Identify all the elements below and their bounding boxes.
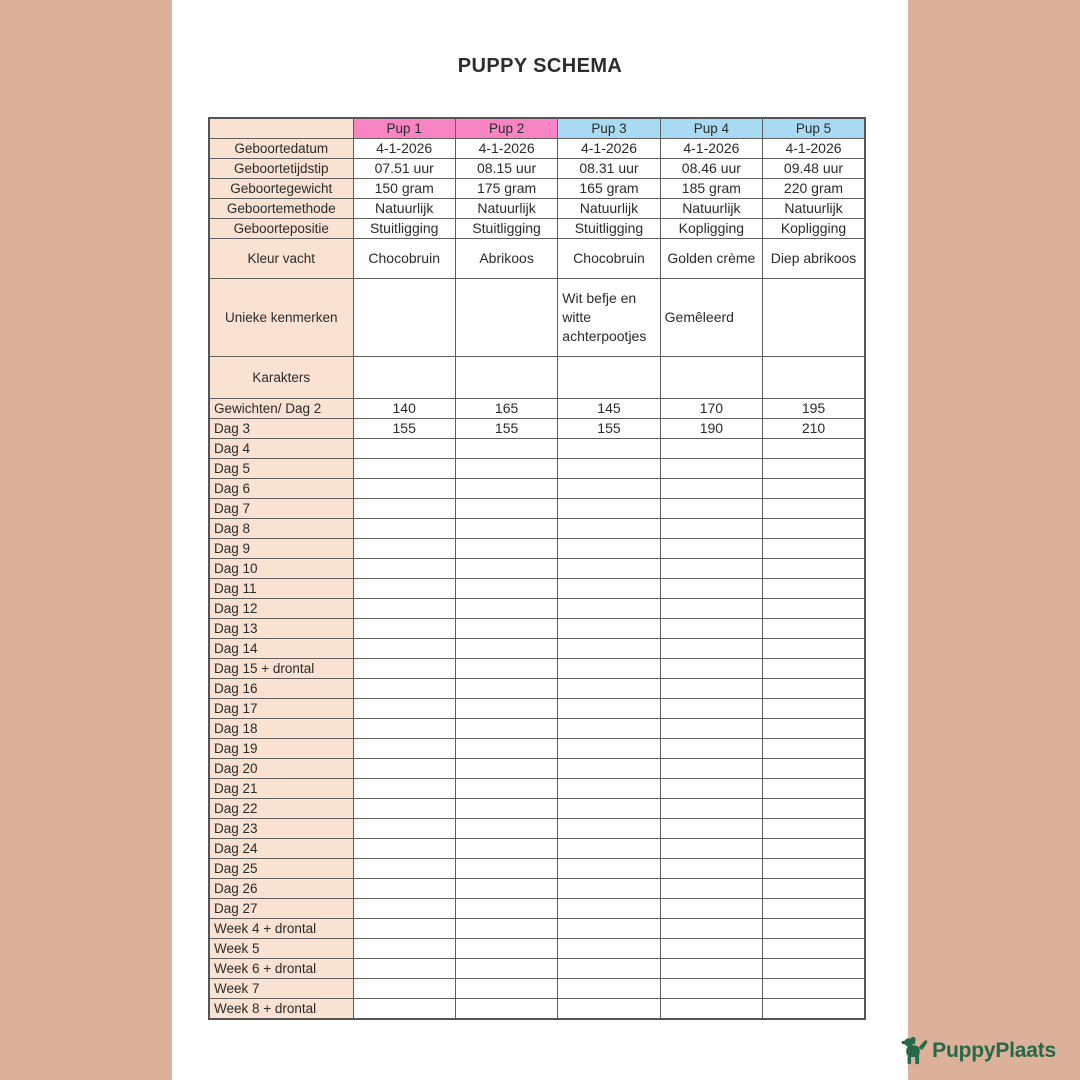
value-cell-pup-3 [558,539,660,559]
table-row [209,219,865,239]
value-cell-pup-4 [660,519,762,539]
value-cell-pup-1: 155 [353,419,455,439]
row-label: Dag 21 [209,779,353,799]
value-cell-pup-2: Abrikoos [455,239,557,279]
value-cell-pup-3 [558,719,660,739]
table-row [209,899,865,919]
value-cell-pup-5 [763,559,865,579]
value-cell-pup-1 [353,959,455,979]
value-cell-pup-3 [558,759,660,779]
value-cell-pup-2 [455,979,557,999]
column-header-pup-2: Pup 2 [455,118,557,139]
table-row [209,939,865,959]
table-row [209,919,865,939]
value-cell-pup-2: Stuitligging [455,219,557,239]
table-row [209,879,865,899]
value-cell-pup-1 [353,939,455,959]
value-cell-pup-2 [455,719,557,739]
value-cell-pup-4 [660,799,762,819]
value-cell-pup-1: 07.51 uur [353,159,455,179]
row-label: Dag 15 + drontal [209,659,353,679]
value-cell-pup-3 [558,639,660,659]
value-cell-pup-3 [558,479,660,499]
column-header-pup-1: Pup 1 [353,118,455,139]
value-cell-pup-5: Natuurlijk [763,199,865,219]
table-row [209,819,865,839]
value-cell-pup-1 [353,719,455,739]
value-cell-pup-2: 175 gram [455,179,557,199]
value-cell-pup-1 [353,679,455,699]
value-cell-pup-2 [455,799,557,819]
value-cell-pup-2: 165 [455,399,557,419]
table-row [209,959,865,979]
value-cell-pup-4 [660,919,762,939]
value-cell-pup-5: 09.48 uur [763,159,865,179]
value-cell-pup-1 [353,899,455,919]
value-cell-pup-2 [455,639,557,659]
value-cell-pup-1 [353,439,455,459]
value-cell-pup-1 [353,519,455,539]
brand-logo [901,1036,1056,1066]
value-cell-pup-3 [558,919,660,939]
value-cell-pup-2 [455,939,557,959]
row-label: Dag 6 [209,479,353,499]
value-cell-pup-2 [455,859,557,879]
value-cell-pup-2 [455,679,557,699]
value-cell-pup-3 [558,459,660,479]
table-row [209,519,865,539]
row-label: Week 5 [209,939,353,959]
value-cell-pup-2 [455,439,557,459]
table-row [209,539,865,559]
value-cell-pup-5 [763,599,865,619]
row-label: Dag 13 [209,619,353,639]
value-cell-pup-3: 4-1-2026 [558,139,660,159]
value-cell-pup-4 [660,659,762,679]
table-row [209,419,865,439]
row-label: Dag 12 [209,599,353,619]
table-row [209,779,865,799]
value-cell-pup-1 [353,759,455,779]
value-cell-pup-4: Natuurlijk [660,199,762,219]
value-cell-pup-1 [353,919,455,939]
value-cell-pup-3 [558,439,660,459]
value-cell-pup-3 [558,699,660,719]
value-cell-pup-2 [455,959,557,979]
value-cell-pup-5 [763,759,865,779]
row-label: Dag 24 [209,839,353,859]
value-cell-pup-5 [763,799,865,819]
value-cell-pup-2 [455,739,557,759]
value-cell-pup-3: 145 [558,399,660,419]
value-cell-pup-3 [558,879,660,899]
value-cell-pup-1 [353,579,455,599]
value-cell-pup-4 [660,879,762,899]
value-cell-pup-2 [455,819,557,839]
value-cell-pup-4 [660,439,762,459]
table-row [209,479,865,499]
value-cell-pup-2 [455,699,557,719]
value-cell-pup-2 [455,539,557,559]
table-row [209,579,865,599]
value-cell-pup-4: Kopligging [660,219,762,239]
row-label: Dag 25 [209,859,353,879]
value-cell-pup-5 [763,279,865,357]
value-cell-pup-3: 155 [558,419,660,439]
row-label: Dag 8 [209,519,353,539]
value-cell-pup-4 [660,357,762,399]
row-label: Geboortegewicht [209,179,353,199]
value-cell-pup-1: Stuitligging [353,219,455,239]
value-cell-pup-5 [763,919,865,939]
row-label: Dag 22 [209,799,353,819]
value-cell-pup-4 [660,939,762,959]
row-label: Kleur vacht [209,239,353,279]
table-row [209,399,865,419]
value-cell-pup-3 [558,499,660,519]
value-cell-pup-1 [353,599,455,619]
value-cell-pup-2 [455,619,557,639]
value-cell-pup-5: 220 gram [763,179,865,199]
table-row [209,679,865,699]
value-cell-pup-5 [763,739,865,759]
value-cell-pup-5 [763,779,865,799]
value-cell-pup-3: 165 gram [558,179,660,199]
table-row [209,759,865,779]
value-cell-pup-5 [763,959,865,979]
value-cell-pup-1 [353,819,455,839]
table-row [209,559,865,579]
row-label: Dag 5 [209,459,353,479]
value-cell-pup-1 [353,699,455,719]
value-cell-pup-2 [455,599,557,619]
value-cell-pup-5: 195 [763,399,865,419]
value-cell-pup-2 [455,479,557,499]
value-cell-pup-4: Gemêleerd [660,279,762,357]
value-cell-pup-2 [455,999,557,1020]
value-cell-pup-5 [763,357,865,399]
value-cell-pup-2 [455,779,557,799]
row-label: Dag 4 [209,439,353,459]
row-label: Dag 19 [209,739,353,759]
value-cell-pup-3 [558,799,660,819]
value-cell-pup-1: 150 gram [353,179,455,199]
value-cell-pup-3: Chocobruin [558,239,660,279]
value-cell-pup-4: 185 gram [660,179,762,199]
value-cell-pup-4 [660,899,762,919]
row-label: Week 4 + drontal [209,919,353,939]
table-row [209,599,865,619]
value-cell-pup-2: Natuurlijk [455,199,557,219]
value-cell-pup-3 [558,519,660,539]
value-cell-pup-1 [353,619,455,639]
row-label: Dag 27 [209,899,353,919]
table-row [209,979,865,999]
value-cell-pup-5 [763,699,865,719]
value-cell-pup-4: 170 [660,399,762,419]
value-cell-pup-1 [353,279,455,357]
value-cell-pup-5 [763,659,865,679]
value-cell-pup-3 [558,979,660,999]
value-cell-pup-5 [763,579,865,599]
value-cell-pup-1: Natuurlijk [353,199,455,219]
value-cell-pup-4 [660,479,762,499]
value-cell-pup-4 [660,719,762,739]
value-cell-pup-4 [660,979,762,999]
value-cell-pup-1 [353,639,455,659]
page-title: PUPPY SCHEMA [457,55,623,77]
value-cell-pup-4 [660,819,762,839]
value-cell-pup-3 [558,659,660,679]
table-row [209,639,865,659]
value-cell-pup-2 [455,459,557,479]
value-cell-pup-3: Natuurlijk [558,199,660,219]
value-cell-pup-3 [558,679,660,699]
value-cell-pup-2: 4-1-2026 [455,139,557,159]
value-cell-pup-3 [558,959,660,979]
value-cell-pup-1: 140 [353,399,455,419]
value-cell-pup-5 [763,719,865,739]
value-cell-pup-1 [353,879,455,899]
table-row [209,139,865,159]
row-label: Dag 3 [209,419,353,439]
value-cell-pup-4 [660,579,762,599]
value-cell-pup-3 [558,859,660,879]
value-cell-pup-1: 4-1-2026 [353,139,455,159]
value-cell-pup-1 [353,357,455,399]
value-cell-pup-2 [455,659,557,679]
value-cell-pup-5: Kopligging [763,219,865,239]
value-cell-pup-1 [353,559,455,579]
value-cell-pup-3 [558,599,660,619]
table-body [209,139,865,1020]
header-row [209,118,865,139]
value-cell-pup-1: Chocobruin [353,239,455,279]
column-header-pup-4: Pup 4 [660,118,762,139]
value-cell-pup-4 [660,759,762,779]
value-cell-pup-4 [660,459,762,479]
row-label: Dag 26 [209,879,353,899]
value-cell-pup-5 [763,619,865,639]
value-cell-pup-3: Wit befje en witte achterpootjes [558,279,660,357]
value-cell-pup-4 [660,739,762,759]
value-cell-pup-1 [353,659,455,679]
value-cell-pup-1 [353,799,455,819]
column-header-pup-3: Pup 3 [558,118,660,139]
value-cell-pup-4 [660,639,762,659]
value-cell-pup-5 [763,899,865,919]
value-cell-pup-4 [660,699,762,719]
value-cell-pup-5 [763,819,865,839]
value-cell-pup-4 [660,499,762,519]
value-cell-pup-5: 210 [763,419,865,439]
value-cell-pup-2 [455,279,557,357]
value-cell-pup-1 [353,979,455,999]
value-cell-pup-2 [455,879,557,899]
table-row [209,739,865,759]
value-cell-pup-2 [455,499,557,519]
row-label: Dag 18 [209,719,353,739]
value-cell-pup-3 [558,739,660,759]
table-row [209,999,865,1020]
value-cell-pup-5: Diep abrikoos [763,239,865,279]
value-cell-pup-4 [660,999,762,1020]
row-label: Dag 20 [209,759,353,779]
table-row [209,179,865,199]
value-cell-pup-3 [558,579,660,599]
table-row [209,439,865,459]
value-cell-pup-5 [763,479,865,499]
row-label: Geboortepositie [209,219,353,239]
row-label: Week 7 [209,979,353,999]
row-label: Karakters [209,357,353,399]
value-cell-pup-2 [455,559,557,579]
value-cell-pup-4: Golden crème [660,239,762,279]
value-cell-pup-5 [763,459,865,479]
value-cell-pup-5: 4-1-2026 [763,139,865,159]
row-label: Unieke kenmerken [209,279,353,357]
dog-icon [901,1036,929,1066]
table-row [209,199,865,219]
table-row [209,159,865,179]
value-cell-pup-4 [660,599,762,619]
value-cell-pup-1 [353,839,455,859]
table-row [209,859,865,879]
table-row [209,619,865,639]
table-row [209,699,865,719]
row-label: Dag 23 [209,819,353,839]
value-cell-pup-5 [763,439,865,459]
value-cell-pup-3 [558,819,660,839]
value-cell-pup-5 [763,679,865,699]
value-cell-pup-2 [455,519,557,539]
value-cell-pup-2 [455,579,557,599]
value-cell-pup-5 [763,639,865,659]
value-cell-pup-3 [558,357,660,399]
value-cell-pup-3 [558,559,660,579]
value-cell-pup-2 [455,839,557,859]
value-cell-pup-5 [763,879,865,899]
value-cell-pup-1 [353,479,455,499]
value-cell-pup-4 [660,779,762,799]
table-row [209,239,865,279]
value-cell-pup-4 [660,959,762,979]
value-cell-pup-2: 08.15 uur [455,159,557,179]
table-row [209,499,865,519]
value-cell-pup-1 [353,859,455,879]
value-cell-pup-1 [353,739,455,759]
value-cell-pup-5 [763,839,865,859]
document-page [172,0,908,1080]
value-cell-pup-4 [660,559,762,579]
value-cell-pup-1 [353,999,455,1020]
value-cell-pup-1 [353,499,455,519]
value-cell-pup-5 [763,519,865,539]
table-row [209,659,865,679]
value-cell-pup-4: 190 [660,419,762,439]
value-cell-pup-4: 08.46 uur [660,159,762,179]
value-cell-pup-4 [660,859,762,879]
value-cell-pup-3 [558,779,660,799]
row-label: Dag 9 [209,539,353,559]
row-label: Dag 7 [209,499,353,519]
value-cell-pup-5 [763,999,865,1020]
table-row [209,719,865,739]
value-cell-pup-5 [763,979,865,999]
column-header-pup-5: Pup 5 [763,118,865,139]
row-label: Geboortemethode [209,199,353,219]
value-cell-pup-3 [558,999,660,1020]
row-label: Geboortedatum [209,139,353,159]
row-label: Dag 11 [209,579,353,599]
table-row [209,279,865,357]
value-cell-pup-2 [455,357,557,399]
brand-name: PuppyPlaats [932,1039,1056,1062]
value-cell-pup-5 [763,859,865,879]
table-row [209,839,865,859]
value-cell-pup-1 [353,459,455,479]
value-cell-pup-1 [353,539,455,559]
row-label: Dag 10 [209,559,353,579]
table-row [209,459,865,479]
value-cell-pup-4 [660,539,762,559]
value-cell-pup-5 [763,539,865,559]
value-cell-pup-2 [455,759,557,779]
value-cell-pup-4: 4-1-2026 [660,139,762,159]
value-cell-pup-5 [763,939,865,959]
value-cell-pup-3: 08.31 uur [558,159,660,179]
row-label: Week 8 + drontal [209,999,353,1020]
value-cell-pup-2 [455,919,557,939]
value-cell-pup-4 [660,679,762,699]
value-cell-pup-3 [558,899,660,919]
value-cell-pup-2: 155 [455,419,557,439]
value-cell-pup-4 [660,839,762,859]
value-cell-pup-3: Stuitligging [558,219,660,239]
value-cell-pup-5 [763,499,865,519]
row-label: Dag 17 [209,699,353,719]
row-label: Dag 16 [209,679,353,699]
value-cell-pup-3 [558,839,660,859]
value-cell-pup-4 [660,619,762,639]
row-label: Week 6 + drontal [209,959,353,979]
value-cell-pup-3 [558,939,660,959]
table-row [209,799,865,819]
corner-cell [209,118,353,139]
row-label: Gewichten/ Dag 2 [209,399,353,419]
value-cell-pup-3 [558,619,660,639]
value-cell-pup-1 [353,779,455,799]
table-row [209,357,865,399]
row-label: Dag 14 [209,639,353,659]
value-cell-pup-2 [455,899,557,919]
puppy-schema-table [208,117,866,1020]
row-label: Geboortetijdstip [209,159,353,179]
